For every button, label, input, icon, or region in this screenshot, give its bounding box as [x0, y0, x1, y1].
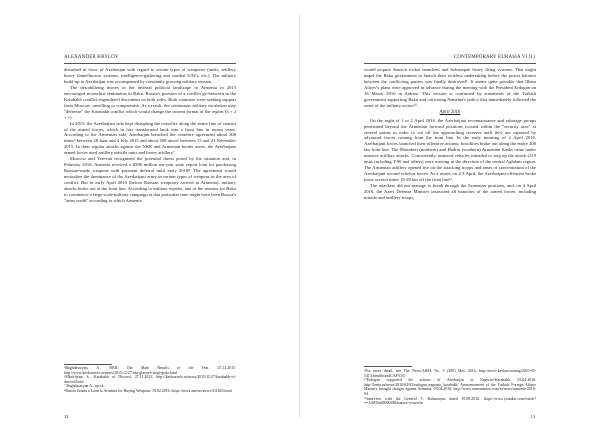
running-head-author: ALEXANDER KRYLOV [64, 55, 119, 60]
paragraph: On the night of 1 to 2 April 2016, the Azerbaijani reconnaissance and sabotage groups penetrated beyond the Armenian forward positions located within the "security area" at several points in order to cut off the approaching reserves until they are captured by advanced forces coming from the front line. In the early morning of 2 April 2016, Azerbaijani forces launched their offensive actions; hostilities broke out along the entire 200 km front line. The Martakert (northern) and Hadrut (southern) Armenian flanks came under massive artillery attacks. Concurrently, armored vehicles intended to step up the attack (219 units including T-90 and others) were moving in the direction of the central Aghdam region. The Armenian artillery opened fire on the attacking troops and areas of concentration of the Azerbaijani second echelon forces. As a result, on 2-3 April, the Azerbaijani offensive broke loose several times 19-20 km off the front line¹¹. [364, 117, 536, 183]
header-rule [64, 63, 236, 64]
page-number: 13 [530, 414, 535, 419]
right-body-text [364, 67, 536, 201]
paragraph: Moscow and Yerevan recognized the potential threat posed by the situation and, in February 2016, Armenia received a $200 million ten-year state export loan for purchasing Russian-made weapons with payment deferral until early 2018⁸. The agreement would neutralize the dominance of the Azerbaijani army in certain types of weapons in the area of conflict. But in early April 2016 (before Russian weaponry arrived in Armenia), military attacks broke out at the front line. According to military experts, one of the reasons for Baku to commence a large-scale military campaign at that particular time might have been Russia's "arms credit" according to which Armenia [64, 156, 236, 203]
right-page [300, 0, 600, 424]
page-number: 12 [64, 414, 69, 419]
left-footnotes [64, 366, 236, 394]
paragraph: would acquire Smerch rocket launchers and Solntsepek heavy firing systems. That might impel the Baku government to launch their reckless undertaking before the power balance between the conflicting parties was finally destroyed⁹. It seems quite possible that Ilham Aliyev's plans were approved in advance during the meeting with the President Erdogan on 16 March 2016 in Ankara. This version is confirmed by statements of the Turkish government supporting Baku and criticizing Armenia's policy that immediately followed the onset of the military action¹⁰. [364, 67, 536, 108]
paragraph: The attackers did not manage to break through the Armenian positions, and, on 4 April 2016, the Azeri Defense Minister instructed all branches of the armed forces, including missile and artillery troops, [364, 183, 536, 201]
left-body-text [64, 67, 236, 204]
footnote: ⁹For more detail, see The News.ARM, No. 5 (280) May 2016, http://news-kavkaz.ru/mag/2016-05-5413.html#ixzz4CAFY4O [364, 369, 536, 378]
paragraph: The destabilizing moves in the internal political landscape in Armenia in 2015 encouraged revanchist sentiments in Baku. Russia's position of a conflict go-between in the Karabakh conflict engendered discontent on both sides. Both countries were seeking support from Moscow, unwilling to compromise. As a result, the continuous military escalation may "defreeze" the Karabakh conflict which would change the current format of the region (3 + 2 + 1). [64, 84, 236, 120]
section-heading: April 2016 [439, 110, 461, 116]
footnote-rule [364, 366, 412, 367]
paragraph: disturbed in favor of Azerbaijan with regard to certain types of weaponry (tanks, artillery heavy flamethrower systems, intelligence-gathering and combat UAVs, etc.). The military build-up in Azerbaijan was accompanied by constantly growing military tension. [64, 67, 236, 84]
header-rule [364, 63, 536, 64]
footnote: ⁵Baghdasaryan, A., NKR: The Main Results of the Year. 27.12.2015. http://www.kavkazinfo.ru/news/2015/12/27/nkr-glavnye-itogi-goda.html [64, 366, 236, 375]
footnote: ⁷ Baghdasaryan A., op.cit. [64, 384, 105, 389]
paragraph: In 2015, the Azerbaijani side kept disrupting the ceasefire along the entire line of contact of the armed forces, which in fact transformed back into a front line in recent years. According to the Armenian side, Azerbaijan breached the ceasefire agreement about 300 times⁵ between 28 June and 4 July 2015 and about 400 times⁶ between 15 and 21 November 2015. In their regular attacks against the NKR and Armenian border areas, the Azerbaijani armed forces used artillery missile units and heavy artillery⁷. [64, 120, 236, 156]
running-head-journal: CONTEMPORARY EURASIA VI (1) [453, 55, 535, 60]
footnote: ⁸Russia Grants a Loan to Armenia for Buying Weapons. 18.02.2016. https://news.am/rus/news/311643.html [64, 388, 232, 393]
right-footnotes [364, 369, 536, 406]
footnote: ¹⁰Erdogan supported the actions of Azerbaijan in Nagorno-Karabakh. 03.04.2016. http://lenta.ru/news/2016/04/03/erdogan_nagorno_karabakh/ Announcement of the Turkish Foreign Affairs Ministry brought charges against Armenia. 03.04.2016. http://www.armenianow.com/ru/news/armenia-2016-04 [364, 378, 536, 396]
footnote: ⁶Mkrtchyan, S., Karabakh of Discord, 27.11.2015, http://kavkazinfo.ru/news/2015/11/27/karabakh-of-discord.html [64, 375, 236, 384]
footnote: ¹¹Interview with the General V. Balasanyan dated 19.08.2016. https://www.youtube.com/watch?v=A48Tto6l8SKM&feature=youtu.be [364, 396, 536, 406]
footnote-rule [64, 364, 112, 365]
